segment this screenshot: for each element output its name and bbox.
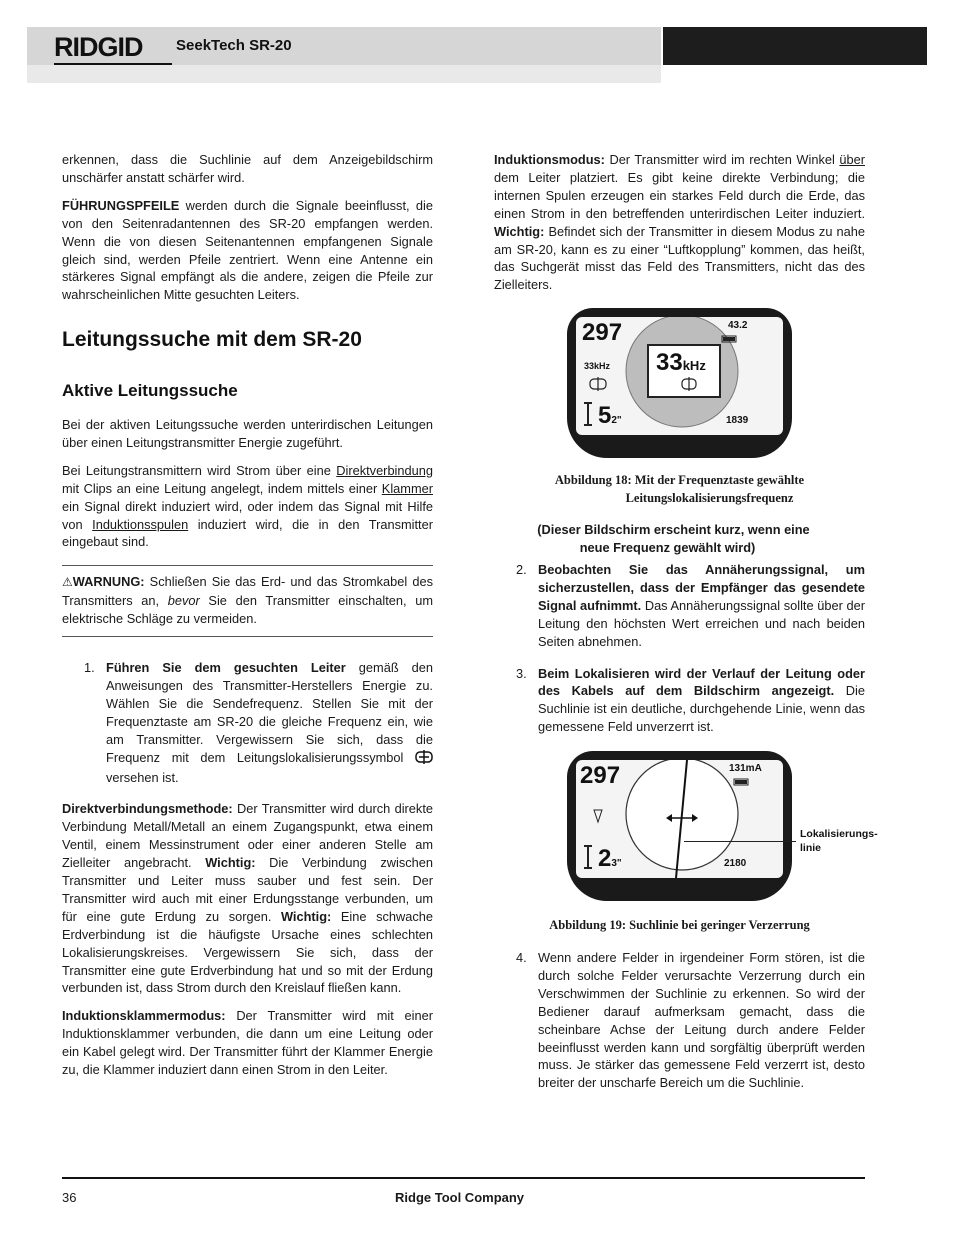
callout-label-line1: Lokalisierungs- (800, 828, 878, 840)
paragraph-active: Bei der aktiven Leitungssuche werden unterirdischen Leitungen über einen Leitungstransmitter Energie zugeführt. (62, 417, 433, 450)
step-2 (494, 561, 865, 651)
fig19-distance-feet: 2 (598, 845, 612, 872)
step-4-number: 4. (516, 950, 527, 965)
fig18-freq-small: 33kHz (584, 361, 611, 371)
methods-text-a: Bei Leitungstransmittern wird Strom über eine (62, 462, 337, 478)
step-2-lead: Beobachten Sie das Annäherungssignal, um sicherzustellen, dass der Empfänger das gesendete Signal aufnimmt. (538, 562, 865, 613)
step-1-end: versehen ist. (106, 769, 179, 785)
fig18-current: 43.2 (728, 320, 748, 331)
warning-box (62, 573, 433, 628)
left-column-body (62, 416, 433, 1089)
figure-18-caption-line2: Leitungslokalisierungsfrequenz (625, 490, 794, 505)
induction-text-b: dem Leiter platziert. Es gibt keine direkte Verbindung; die internen Spulen erzeugen ein starkes Feld durch die Erde, das einen Strom in den betreffenden unterirdischen Leiter induziert. (494, 169, 865, 221)
paragraph-induction (494, 151, 865, 294)
methods-text-d: induziert wird, die in den Transmitter eingebaut sind. (62, 516, 433, 550)
figure-19-caption: Abbildung 19: Suchlinie bei geringer Verzerrung (549, 918, 810, 932)
induction-text-c: Befindet sich der Transmitter in diesem Modus zu nahe am SR-20, kann es zu einer “Luftkopplung” kommen, das heißt, das Suchgerät misst das Feld des Transmitters, nicht das des Zielleiters. (494, 223, 865, 293)
figure-18-display (567, 308, 792, 458)
term-induktionsspulen: Induktionsspulen (92, 516, 189, 532)
step-4-text: Wenn andere Felder in irgendeiner Form stören, ist die durch solche Felder verursachte Verzerrung durch ein Verschwimmen der Suchlinie zu erkennen. So wird der Bediener darauf aufmerksam gemacht, dass die scheinbare Achse der Leitung durch andere Felder beeinflusst werden kann und sorgfältig überprüft werden muss. Je stärker das gemessene Feld verzerrt ist, desto breiter der unscharfe Bereich um die Suchlinie. (538, 950, 865, 1091)
warning-emphasis: bevor (167, 593, 200, 609)
step-2-number: 2. (516, 562, 527, 577)
direct-label: Direktverbindungsmethode: (62, 801, 233, 817)
arrows-label: FÜHRUNGSPFEILE (62, 197, 180, 213)
fig19-distance-inches: 3" (611, 858, 622, 869)
step-1-lead: Führen Sie dem gesuchten Leiter (106, 660, 346, 676)
fig19-screen (576, 760, 783, 878)
company-name: Ridge Tool Company (395, 1190, 525, 1205)
step-2-text: Das Annäherungssignal sollte über der Leitung den höchsten Wert erreichen und nach beiden Seiten abnehmen. (538, 597, 865, 649)
warning-text-b: Sie den Transmitter einschalten, um elektrische Schläge zu vermeiden. (62, 593, 433, 627)
fig18-depth: 297 (582, 319, 623, 346)
fig18-screen (576, 317, 783, 435)
ridgid-logo: RIDGID (54, 32, 143, 62)
figure-18-caption-line1: Abbildung 18: Mit der Frequenztaste gewählte (554, 473, 805, 487)
logo-underline (54, 63, 172, 65)
warning-rule-top (62, 565, 433, 566)
direct-important-1: Wichtig: (205, 855, 256, 871)
fig18-distance-feet: 5 (598, 402, 612, 429)
clamp-label: Induktionsklammermodus: (62, 1008, 226, 1024)
paragraph-clamp (62, 1007, 433, 1079)
page-header (27, 27, 927, 83)
direct-important-2: Wichtig: (280, 908, 332, 924)
figure-19-display (567, 751, 792, 901)
term-ueber: über (839, 152, 865, 167)
induction-important: Wichtig: (494, 223, 545, 239)
paragraph-methods (62, 462, 433, 552)
fig19-count: 2180 (724, 858, 747, 869)
paragraph-arrows (62, 197, 433, 304)
paragraph-direct (62, 800, 433, 997)
callout-label-line2: linie (800, 842, 822, 854)
header-dark-block (663, 27, 927, 65)
methods-text-b: mit Clips an eine Leitung angelegt, indem mittels einer (62, 480, 382, 496)
fig19-distance (598, 845, 622, 873)
step-1-text: gemäß den Anweisungen des Transmitter-Herstellers Energie zu. Wählen Sie die Sendefrequenz. Stellen Sie mit der Frequenztaste am SR-20 die gleiche Frequenz ein, wie am Transmitter. Vergewissern Sie sich, dass die Frequenz mit dem Leitungslokalisierungssymbol (106, 660, 434, 765)
step-1 (62, 659, 433, 786)
fig18-distance-inches: 2" (611, 415, 622, 426)
term-direktverbindung: Direktverbindung (336, 462, 433, 478)
warning-text-a: Schließen Sie das Erd- und das Stromkabel des Transmitters an, (62, 574, 433, 609)
induction-label: Induktionsmodus: (494, 152, 605, 167)
figure-18-caption (494, 472, 865, 507)
fig19-callout-line (684, 841, 796, 842)
section-heading: Leitungssuche mit dem SR-20 (62, 328, 362, 351)
fig18-count: 1839 (726, 415, 749, 426)
note-line2: neue Frequenz gewählt wird) (579, 539, 756, 555)
subsection-heading: Aktive Leitungssuche (62, 381, 238, 400)
step-3-number: 3. (516, 665, 527, 681)
left-column (62, 151, 433, 314)
fig19-current: 131mA (729, 763, 762, 774)
fig18-freq-number: 33 (656, 349, 683, 376)
step-4 (494, 949, 865, 1092)
methods-text-c: ein Signal direkt induziert wird, oder indem das Signal mit Hilfe von (62, 498, 433, 532)
step-3-lead: Beim Lokalisieren wird der Verlauf der Leitung oder des Kabels auf dem Bildschirm angezeigt. (538, 665, 865, 699)
induction-text-a: Der Transmitter wird im rechten Winkel (604, 152, 840, 167)
warning-icon: ⚠ (62, 575, 73, 590)
clamp-text: Der Transmitter wird mit einer Induktionsklammer verbunden, die dann um eine Leitung oder ein Kabel gelegt wird. Der Transmitter führt der Klammer Energie zu, die Klammer induziert dann einen Strom in den Leiter. (62, 1008, 433, 1078)
fig19-callout-label (800, 827, 878, 855)
product-name: SeekTech SR-20 (176, 37, 292, 54)
right-column-steps (494, 561, 865, 736)
direct-text-a: Der Transmitter wird durch direkte Verbindung Metall/Metall an einem Zugangspunkt, etwa einem Ventil, einem Messinstrument oder einer anderen Stelle am Zielleiter angebracht. (62, 801, 433, 871)
line-locate-icon (415, 750, 433, 769)
note-line1: (Dieser Bildschirm erscheint kurz, wenn eine (537, 522, 810, 537)
page-number: 36 (62, 1190, 77, 1205)
footer-rule (62, 1177, 865, 1179)
header-band-lower (27, 65, 661, 83)
fig18-freq-big (656, 349, 706, 377)
direct-text-b: Die Verbindung zwischen Transmitter und Leiter muss sauber und fest sein. Der Transmitter wird auch mit einer Erdungsstange verbunden, um für eine gute Erdung zu sorgen. (62, 855, 433, 924)
step-3 (494, 665, 865, 737)
direct-text-c: Eine schwache Erdverbindung ist die häufigste Ursache eines schlechten Lokalisierungskreises. Vergewissern Sie sich, dass der Transmitter eine gute Erdverbindung hat und so mit der Erdung verbunden ist, dass Strom durch den Kreislauf fließen kann. (62, 908, 433, 996)
step-1-number: 1. (84, 660, 95, 676)
right-column (494, 151, 865, 304)
arrows-text: werden durch die Signale beeinflusst, die von den Seitenradantennen des SR-20 empfangen werden. Wenn die von diesen Seitenantennen empfangenen Signale gleich sind, werden Pfeile zentriert. Wenn eine Antenne ein stärkeres Signal empfängt als die andere, zeigen die Pfeile zur wahrscheinlichen Mitte gesuchten Leiters. (62, 197, 433, 303)
warning-label: WARNUNG: (72, 574, 145, 590)
fig18-distance (598, 402, 622, 430)
paragraph-intro: erkennen, dass die Suchlinie auf dem Anzeigebildschirm unschärfer anstatt schärfer wird. (62, 152, 433, 185)
term-klammer: Klammer (381, 480, 433, 496)
fig18-freq-unit: kHz (682, 358, 706, 373)
figure-18-note (494, 521, 865, 557)
warning-rule-bottom (62, 636, 433, 637)
right-column-step4 (494, 949, 865, 1092)
step-3-text: Die Suchlinie ist ein deutliche, durchgehende Linie, wenn das gemessene Feld unverzerrt ist. (538, 683, 865, 735)
fig19-depth: 297 (580, 762, 621, 789)
